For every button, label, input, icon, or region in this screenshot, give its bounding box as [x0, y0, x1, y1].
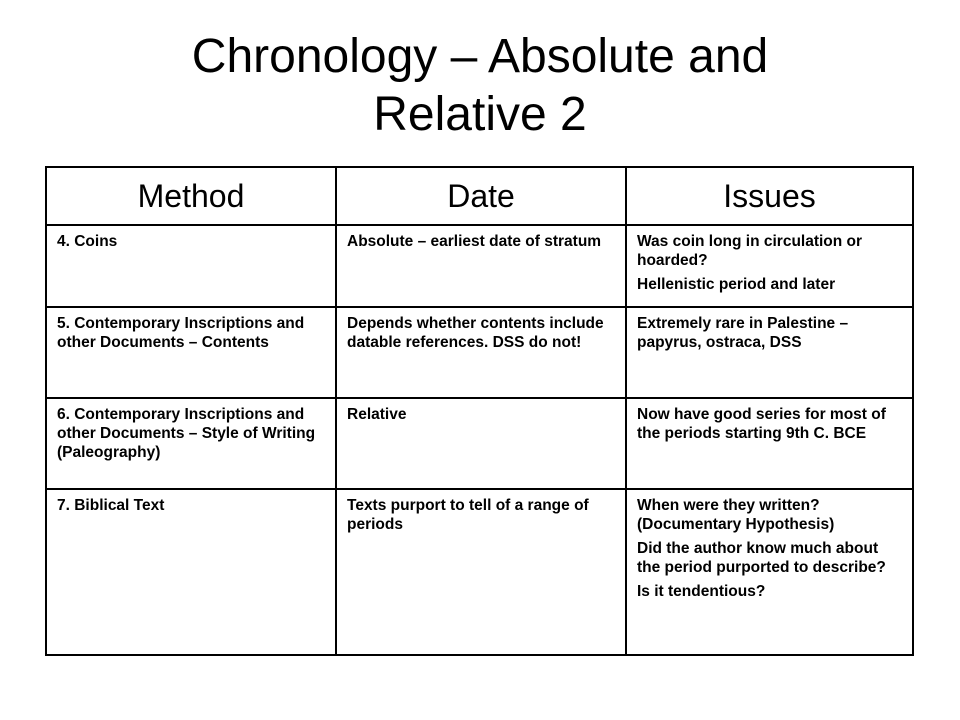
table-row [46, 225, 913, 307]
issue-text: When were they written? (Documentary Hypothesis) [637, 497, 835, 533]
cell-date: Depends whether contents include datable references. DSS do not! [336, 307, 626, 398]
table-row [46, 398, 913, 489]
cell-date: Absolute – earliest date of stratum [336, 225, 626, 307]
cell-method: 4. Coins [46, 225, 336, 307]
header-date: Date [336, 167, 626, 225]
issue-text: Did the author know much about the period purported to describe? [637, 540, 886, 576]
cell-method: 7. Biblical Text [46, 489, 336, 655]
slide-title [0, 28, 960, 144]
issue-text: Hellenistic period and later [637, 276, 836, 293]
table-row [46, 489, 913, 655]
issue-text: Extremely rare in Palestine – papyrus, ostraca, DSS [637, 315, 849, 351]
issue-text: Now have good series for most of the periods starting 9th C. BCE [637, 406, 886, 442]
table-header-row [46, 167, 913, 225]
chronology-table [45, 166, 914, 656]
header-method: Method [46, 167, 336, 225]
cell-issues [626, 489, 913, 655]
issue-text: Is it tendentious? [637, 583, 766, 600]
cell-date: Relative [336, 398, 626, 489]
header-issues: Issues [626, 167, 913, 225]
slide-title-line-1: Chronology – Absolute and [191, 30, 769, 83]
cell-method: 6. Contemporary Inscriptions and other Documents – Style of Writing (Paleography) [46, 398, 336, 489]
slide-title-line-2: Relative 2 [373, 88, 587, 141]
cell-date: Texts purport to tell of a range of periods [336, 489, 626, 655]
cell-issues [626, 307, 913, 398]
cell-method: 5. Contemporary Inscriptions and other Documents – Contents [46, 307, 336, 398]
issue-text: Was coin long in circulation or hoarded? [637, 233, 863, 269]
cell-issues [626, 398, 913, 489]
cell-issues [626, 225, 913, 307]
table-row [46, 307, 913, 398]
